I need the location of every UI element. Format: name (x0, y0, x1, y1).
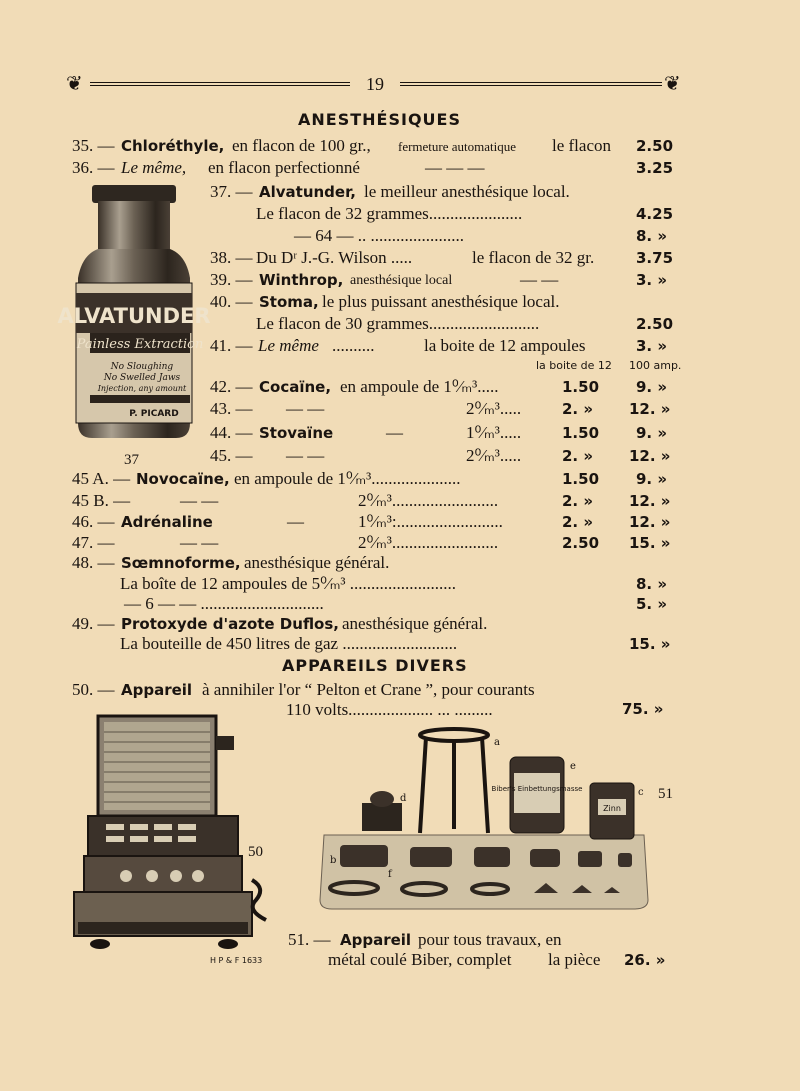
item-49-number: 49. — (72, 614, 115, 633)
header-rule-left (90, 82, 350, 86)
fig51-letter-a: a (494, 737, 500, 748)
fig51-letter-e: e (570, 761, 576, 772)
figure-51-label: 51 (658, 786, 673, 802)
item-50-desc: à annihiler l'or “ Pelton et Crane ”, pour courants (202, 680, 535, 699)
item-39-desc: anesthésique local (350, 273, 453, 288)
figure-50-caption: H P & F 1633 (210, 956, 263, 965)
item-45b-desc: 2⁰⁄ₘ³......................... (358, 491, 499, 510)
item-37-desc: le meilleur anesthésique local. (364, 182, 570, 201)
item-51-unit: la pièce (548, 950, 601, 969)
item-38-unit: le flacon de 32 gr. (472, 248, 595, 267)
item-48-desc: anesthésique général. (244, 553, 390, 572)
item-50-name: Appareil (121, 681, 193, 699)
item-45-number: 45. — (210, 446, 253, 465)
item-42-number: 42. — (210, 377, 253, 396)
item-40-name: Stoma, (259, 293, 319, 311)
item-44-dashes: — (386, 423, 403, 442)
item-44-name: Stovaïne (259, 424, 334, 442)
item-45b-dashes: — — (180, 491, 219, 510)
item-37-name: Alvatunder, (259, 183, 356, 201)
svg-text:Injection, any amount: Injection, any amount (97, 384, 187, 393)
item-44-number: 44. — (210, 423, 253, 442)
section-title-anesthesiques: ANESTHÉSIQUES (298, 110, 461, 129)
item-45b-price2: 12. » (629, 492, 671, 510)
fig51-letter-d: d (400, 793, 407, 804)
item-45-price1: 2. » (562, 447, 594, 465)
item-49-desc: anesthésique général. (342, 614, 488, 633)
figure-50-label: 50 (248, 844, 263, 860)
item-44-price1: 1.50 (562, 424, 600, 442)
fig51-letter-f: f (388, 869, 392, 880)
item-36-dashes: — — — (425, 158, 485, 177)
item-38-desc: Du Dʳ J.-G. Wilson ..... (256, 248, 413, 267)
item-39-dashes: — — (520, 270, 559, 289)
figure-37-label: 37 (124, 452, 139, 468)
item-41-unit: la boite de 12 ampoules (424, 336, 586, 355)
item-40-desc: le plus puissant anesthésique local. (322, 292, 560, 311)
fig51-letter-c: c (638, 787, 644, 798)
svg-text:P. PICARD: P. PICARD (129, 409, 179, 419)
item-50-price: 75. » (622, 700, 664, 718)
item-41-name: Le même (258, 336, 319, 355)
item-43-price2: 12. » (629, 400, 671, 418)
item-42-price2: 9. » (636, 378, 668, 396)
svg-text:No Swelled Jaws: No Swelled Jaws (103, 373, 181, 383)
svg-text:Biber's Einbettungsmasse: Biber's Einbettungsmasse (491, 785, 583, 793)
item-38-number: 38. — (210, 248, 253, 267)
item-43-desc: 2⁰⁄ₘ³..... (466, 399, 522, 418)
item-51-number: 51. — (288, 930, 331, 949)
item-36-number: 36. — (72, 158, 115, 177)
item-43-price1: 2. » (562, 400, 594, 418)
item-42-desc: en ampoule de 1⁰⁄ₘ³..... (340, 377, 499, 396)
item-46-price1: 2. » (562, 513, 594, 531)
item-39-price: 3. » (636, 271, 668, 289)
item-48-name: Sœmnoforme, (121, 554, 241, 572)
item-46-desc: 1⁰⁄ₘ³:......................... (358, 512, 503, 531)
biber-casting-apparatus-image (314, 725, 654, 915)
ornament-right: ❦ (664, 71, 681, 95)
item-45-price2: 12. » (629, 447, 671, 465)
item-47-price1: 2.50 (562, 534, 600, 552)
item-51-price: 26. » (624, 951, 666, 969)
item-37-price2: 8. » (636, 227, 668, 245)
item-47-number: 47. — (72, 533, 115, 552)
item-41-desc: .......... (332, 336, 375, 355)
item-35-name: Chloréthyle, (121, 137, 225, 155)
item-35-desc2: fermeture automatique (398, 139, 517, 154)
item-49-name: Protoxyde d'azote Duflos, (121, 615, 339, 633)
alvatunder-bottle-image (57, 183, 211, 455)
item-46-name: Adrénaline (121, 513, 213, 531)
item-45a-name: Novocaïne, (136, 470, 230, 488)
item-46-price2: 12. » (629, 513, 671, 531)
svg-text:No Sloughing: No Sloughing (110, 362, 174, 372)
item-45a-desc: en ampoule de 1⁰⁄ₘ³..................... (234, 469, 461, 488)
item-35-desc: en flacon de 100 gr., (232, 136, 371, 155)
item-36-price: 3.25 (636, 159, 674, 177)
ornament-left: ❦ (66, 71, 83, 95)
item-47-dashes: — — (180, 533, 219, 552)
svg-text:Zinn: Zinn (603, 804, 621, 813)
item-45b-number: 45 B. — (72, 491, 131, 510)
item-35-unit: le flacon (552, 136, 611, 155)
item-37-line2: — 64 — .. ...................... (294, 226, 464, 245)
item-44-desc: 1⁰⁄ₘ³..... (466, 423, 522, 442)
pelton-crane-apparatus-image (70, 712, 270, 962)
item-45a-number: 45 A. — (72, 469, 131, 488)
item-51-desc2: métal coulé Biber, complet (328, 950, 512, 969)
item-48-price2: 5. » (636, 595, 668, 613)
section-title-appareils-divers: APPAREILS DIVERS (282, 656, 468, 675)
item-36-name: Le même, (121, 158, 187, 177)
item-50-desc2: 110 volts.................... ... ......... (286, 700, 493, 719)
item-41-number: 41. — (210, 336, 253, 355)
item-43-number: 43. — (210, 399, 253, 418)
page-number: 19 (366, 74, 384, 94)
item-48-line2: — 6 — — ............................. (124, 594, 324, 613)
item-42-name: Cocaïne, (259, 378, 332, 396)
item-51-name: Appareil (340, 931, 412, 949)
item-48-line1: La boîte de 12 ampoules de 5⁰⁄ₘ³ ......................... (120, 574, 457, 593)
item-49-line: La bouteille de 450 litres de gaz ........................... (120, 634, 458, 653)
item-45a-price1: 1.50 (562, 470, 600, 488)
item-45-dashes: — — (286, 446, 325, 465)
item-40-number: 40. — (210, 292, 253, 311)
item-51-desc: pour tous travaux, en (418, 930, 562, 949)
col-head-100amp: 100 amp. (629, 359, 682, 372)
item-36-desc: en flacon perfectionné (208, 158, 360, 177)
item-39-name: Winthrop, (259, 271, 344, 289)
item-45b-price1: 2. » (562, 492, 594, 510)
item-40-line: Le flacon de 30 grammes.......................... (256, 314, 540, 333)
bottle-sub-text: Painless Extraction (76, 337, 204, 352)
item-37-price1: 4.25 (636, 205, 674, 223)
header-rule-right (400, 82, 662, 86)
item-41-price: 3. » (636, 337, 668, 355)
item-48-number: 48. — (72, 553, 115, 572)
item-44-price2: 9. » (636, 424, 668, 442)
item-46-dashes: — (287, 512, 304, 531)
item-47-price2: 15. » (629, 534, 671, 552)
item-35-number: 35. — (72, 136, 115, 155)
item-38-price: 3.75 (636, 249, 674, 267)
item-35-price: 2.50 (636, 137, 674, 155)
item-49-price: 15. » (629, 635, 671, 653)
item-37-number: 37. — (210, 182, 253, 201)
col-head-box12: la boite de 12 (536, 359, 612, 372)
item-46-number: 46. — (72, 512, 115, 531)
item-42-price1: 1.50 (562, 378, 600, 396)
item-48-price1: 8. » (636, 575, 668, 593)
item-47-desc: 2⁰⁄ₘ³......................... (358, 533, 499, 552)
item-45a-price2: 9. » (636, 470, 668, 488)
fig51-letter-b: b (330, 855, 337, 866)
bottle-brand-text: ALVATUNDER (57, 304, 211, 328)
item-40-price: 2.50 (636, 315, 674, 333)
item-43-dashes: — — (286, 399, 325, 418)
item-39-number: 39. — (210, 270, 253, 289)
item-50-number: 50. — (72, 680, 115, 699)
item-37-line1: Le flacon de 32 grammes...................... (256, 204, 523, 223)
item-45-desc: 2⁰⁄ₘ³..... (466, 446, 522, 465)
